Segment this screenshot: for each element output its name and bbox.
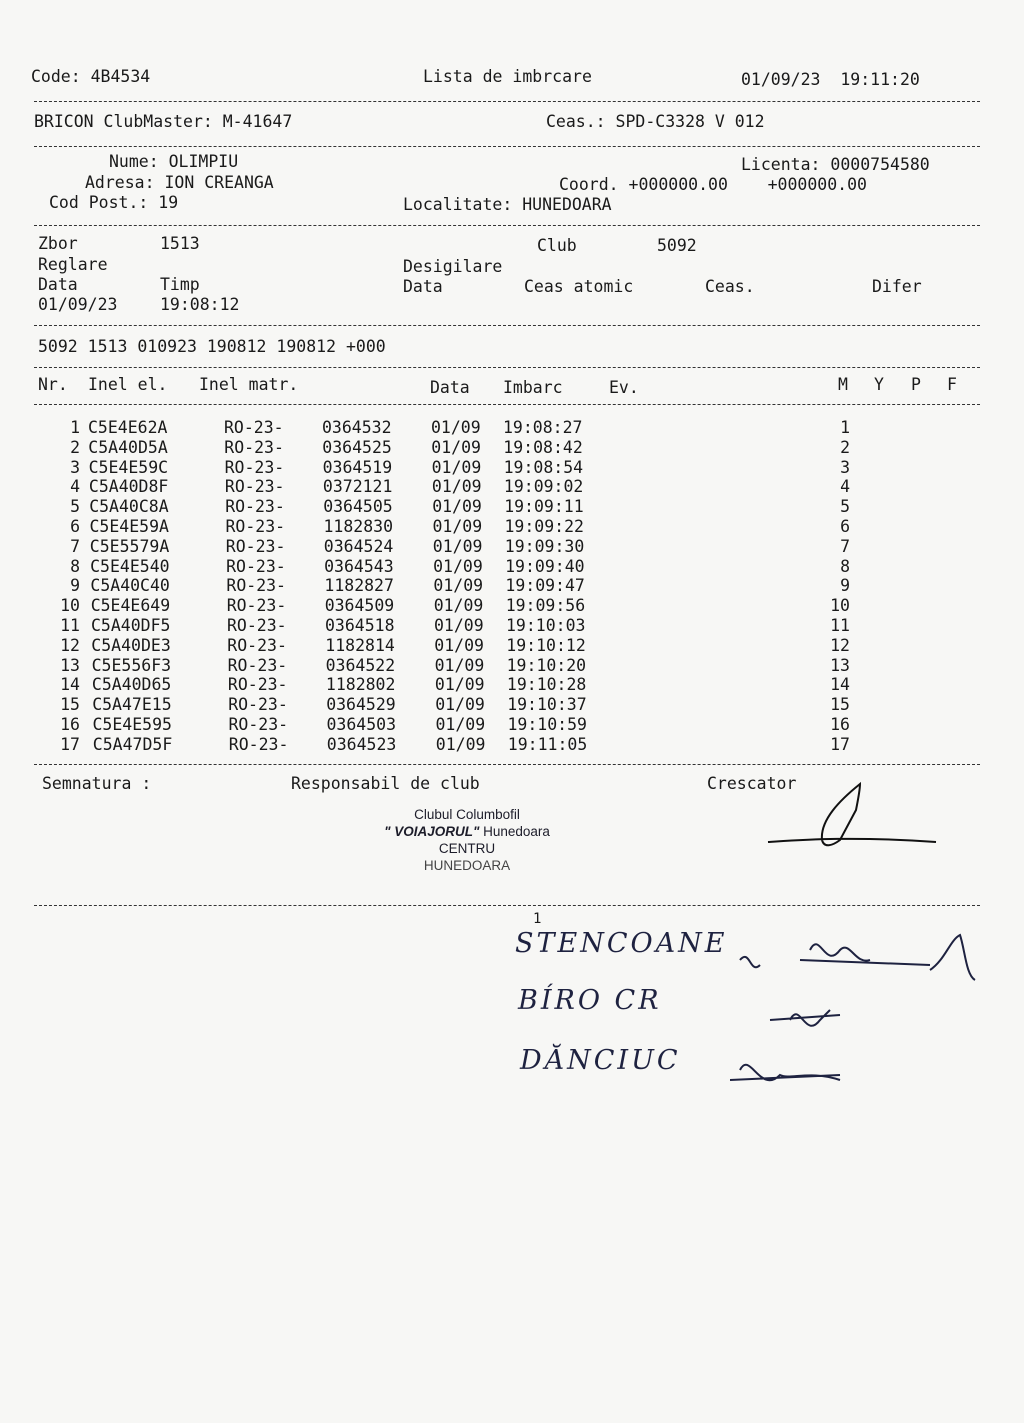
cell-ring-number: 0364523: [326, 734, 397, 754]
cell-ring-prefix: RO-23-: [226, 576, 286, 596]
fancier-locality: Localitate: HUNEDOARA: [403, 195, 612, 214]
cell-date: 01/09: [435, 695, 485, 715]
club-stamp: [352, 806, 582, 874]
divider: [34, 325, 980, 326]
cell-date: 01/09: [431, 477, 482, 497]
table-row: [0, 576, 900, 596]
cell-time: 19:08:54: [503, 457, 584, 477]
cell-inel-el: C5A40D8F: [88, 477, 169, 497]
cell-time: 19:10:20: [506, 655, 587, 675]
cell-ring-prefix: RO-23-: [226, 556, 286, 576]
cell-date: 01/09: [433, 596, 484, 616]
reglare-date: 01/09/23: [38, 295, 118, 314]
cell-ring-number: 0364532: [322, 418, 392, 437]
timp-label: Timp: [160, 275, 200, 294]
cell-nr: 10: [60, 596, 80, 616]
handwritten-name: DĂNCIUC: [520, 1045, 681, 1076]
cell-ring-number: 1182830: [323, 517, 394, 536]
cell-nr: 14: [60, 675, 80, 695]
divider: [34, 225, 980, 226]
cell-time: 19:08:42: [503, 437, 583, 457]
cell-nr: 16: [60, 715, 80, 734]
table-row: [0, 636, 900, 656]
cell-nr: 7: [70, 536, 80, 556]
stamp-line: CENTRU: [438, 841, 496, 856]
cell-date: 01/09: [435, 715, 486, 734]
cell-inel-el: C5E4E62A: [88, 418, 168, 437]
cell-nr: 12: [60, 635, 80, 655]
table-row: [0, 735, 900, 755]
stamp-line: HUNEDOARA: [423, 858, 511, 873]
cell-time: 19:10:28: [506, 675, 587, 695]
cell-ring-number: 0364543: [324, 556, 394, 576]
flight-label: Zbor: [38, 234, 78, 253]
divider: [34, 905, 980, 906]
reglare-label: Reglare: [38, 255, 108, 274]
cell-inel-el: C5A40D65: [91, 675, 172, 695]
cell-ring-number: 0364503: [326, 715, 397, 734]
cell-ring-number: 0364524: [323, 536, 394, 556]
fancier-address: Adresa: ION CREANGA: [85, 173, 274, 192]
cell-time: 19:09:47: [505, 576, 585, 596]
cell-m: 17: [830, 734, 850, 754]
cell-date: 01/09: [434, 655, 485, 675]
cell-date: 01/09: [433, 556, 483, 576]
cell-ring-prefix: RO-23-: [227, 655, 288, 675]
table-row: [0, 438, 900, 458]
cell-time: 19:09:22: [504, 517, 584, 536]
cell-inel-el: C5A47D5F: [92, 734, 173, 754]
cell-m: 13: [830, 655, 850, 675]
cell-ring-prefix: RO-23-: [228, 715, 289, 734]
cell-time: 19:11:05: [507, 734, 588, 754]
stamp-line: Clubul Columbofil: [414, 807, 520, 822]
cell-time: 19:09:02: [503, 477, 584, 497]
col-ev: Ev.: [609, 378, 639, 397]
divider: [34, 101, 980, 102]
club-responsible-label: Responsabil de club: [291, 774, 480, 793]
cell-m: 1: [840, 418, 850, 437]
cell-inel-el: C5A40DF5: [91, 616, 171, 635]
cell-inel-el: C5E4E59C: [88, 457, 169, 477]
cell-ring-number: 0364525: [322, 437, 392, 457]
divider: [34, 404, 980, 405]
breeder-signature: [760, 770, 940, 860]
cell-nr: 13: [60, 655, 80, 675]
table-row: [0, 557, 900, 577]
cell-nr: 15: [60, 695, 80, 715]
page-number: 1: [533, 911, 542, 927]
cell-m: 8: [840, 556, 850, 576]
cell-nr: 17: [60, 734, 80, 754]
cell-date: 01/09: [434, 635, 484, 655]
table-row: [0, 537, 900, 557]
cell-ring-prefix: RO-23-: [227, 635, 287, 655]
cell-m: 14: [830, 675, 850, 695]
table-row: [0, 656, 900, 676]
cell-inel-el: C5E4E649: [90, 596, 171, 616]
club-number: 5092: [657, 236, 697, 255]
handwritten-name: BÍRO CR: [518, 985, 662, 1016]
table-row: [0, 477, 900, 497]
cell-ring-number: 1182814: [325, 635, 395, 655]
cell-nr: 2: [70, 437, 80, 457]
clock-label: Ceas.: [705, 277, 755, 296]
handwritten-signatures: [730, 920, 990, 1100]
cell-date: 01/09: [432, 517, 483, 536]
cell-date: 01/09: [431, 457, 482, 477]
cell-ring-prefix: RO-23-: [224, 457, 285, 477]
cell-nr: 4: [70, 477, 80, 497]
cell-ring-prefix: RO-23-: [228, 695, 288, 715]
col-inel-el: Inel el.: [88, 375, 168, 394]
cell-ring-prefix: RO-23-: [226, 596, 287, 616]
cell-m: 12: [830, 635, 850, 655]
cell-inel-el: C5A40C8A: [89, 497, 169, 517]
cell-m: 4: [840, 477, 850, 497]
cell-nr: 11: [60, 616, 80, 635]
cell-ring-prefix: RO-23-: [224, 477, 285, 497]
cell-nr: 6: [70, 517, 80, 536]
fancier-license: Licenta: 0000754580: [741, 155, 930, 174]
cell-date: 01/09: [432, 536, 483, 556]
fancier-postal-code: Cod Post.: 19: [49, 193, 179, 212]
cell-ring-number: 0364522: [325, 655, 396, 675]
data-label: Data: [38, 275, 78, 294]
col-imbarc: Imbarc: [503, 378, 563, 397]
divider: [34, 367, 980, 368]
cell-inel-el: C5E556F3: [91, 655, 172, 675]
cell-time: 19:10:37: [507, 695, 587, 715]
document-code: Code: 4B4534: [31, 67, 151, 86]
cell-inel-el: C5A40C40: [90, 576, 170, 596]
table-row: [0, 695, 900, 715]
col-data: Data: [430, 378, 470, 397]
atomic-clock-label: Ceas atomic: [524, 277, 634, 296]
cell-ring-prefix: RO-23-: [227, 616, 287, 635]
cell-time: 19:09:40: [505, 556, 585, 576]
cell-inel-el: C5E4E595: [92, 715, 172, 734]
cell-date: 01/09: [435, 734, 486, 754]
cell-time: 19:10:03: [506, 616, 586, 635]
difference-label: Difer: [872, 277, 922, 296]
handwritten-name: STENCOANE: [515, 928, 728, 959]
document-title: Lista de imbrcare: [423, 67, 592, 86]
document-datetime: 01/09/23 19:11:20: [741, 70, 920, 89]
signature-label: Semnatura :: [42, 774, 152, 793]
flight-number: 1513: [160, 234, 200, 253]
cell-m: 15: [830, 695, 850, 715]
table-row: [0, 715, 900, 735]
cell-ring-number: 0364529: [326, 695, 396, 715]
cell-nr: 3: [70, 457, 80, 477]
cell-date: 01/09: [434, 616, 484, 635]
cell-ring-number: 0364519: [322, 457, 393, 477]
cell-inel-el: C5E4E59A: [89, 517, 169, 536]
cell-date: 01/09: [431, 437, 481, 457]
table-row: [0, 458, 900, 478]
table-row: [0, 616, 900, 636]
cell-inel-el: C5A40DE3: [91, 635, 171, 655]
col-inel-matr: Inel matr.: [199, 375, 299, 394]
cell-time: 19:09:11: [504, 497, 584, 517]
cell-nr: 8: [70, 556, 80, 576]
cell-time: 19:08:27: [503, 418, 583, 437]
fancier-name: Nume: OLIMPIU: [109, 152, 239, 171]
cell-inel-el: C5A40D5A: [88, 437, 168, 457]
stamp-city: Hunedoara: [479, 824, 550, 839]
cell-nr: 1: [70, 418, 80, 437]
cell-ring-number: 1182827: [324, 576, 394, 596]
divider: [34, 146, 980, 147]
col-p: P: [911, 375, 921, 394]
col-f: F: [947, 375, 957, 394]
table-row: [0, 497, 900, 517]
cell-ring-number: 0372121: [322, 477, 393, 497]
col-nr: Nr.: [38, 375, 68, 394]
col-m: M: [838, 375, 848, 394]
clubmaster-id: BRICON ClubMaster: M-41647: [34, 112, 293, 131]
breeder-label: Crescator: [707, 774, 797, 793]
cell-inel-el: C5E5579A: [89, 536, 170, 556]
cell-m: 2: [840, 437, 850, 457]
cell-ring-prefix: RO-23-: [224, 437, 284, 457]
cell-m: 7: [840, 536, 850, 556]
cell-ring-prefix: RO-23-: [228, 734, 289, 754]
cell-ring-prefix: RO-23-: [225, 536, 286, 556]
cell-time: 19:09:56: [505, 596, 586, 616]
cell-m: 10: [830, 596, 850, 616]
cell-m: 9: [840, 576, 850, 596]
table-row: [0, 517, 900, 537]
cell-ring-number: 1182802: [325, 675, 396, 695]
cell-time: 19:09:30: [504, 536, 585, 556]
table-row: [0, 418, 900, 438]
cell-inel-el: C5E4E540: [90, 556, 170, 576]
cell-m: 16: [830, 715, 850, 734]
stamp-club-name: " VOIAJORUL": [384, 824, 480, 839]
cell-ring-number: 0364505: [323, 497, 393, 517]
cell-date: 01/09: [433, 576, 484, 596]
table-row: [0, 675, 900, 695]
cell-m: 5: [840, 497, 850, 517]
cell-inel-el: C5A47E15: [92, 695, 172, 715]
cell-time: 19:10:12: [506, 635, 586, 655]
desigilare-data-label: Data: [403, 277, 443, 296]
cell-ring-prefix: RO-23-: [225, 517, 286, 536]
cell-date: 01/09: [431, 418, 481, 437]
divider: [34, 764, 980, 765]
cell-ring-number: 0364509: [324, 596, 395, 616]
cell-m: 6: [840, 517, 850, 536]
cell-date: 01/09: [432, 497, 482, 517]
cell-nr: 5: [70, 497, 80, 517]
desigilare-label: Desigilare: [403, 257, 503, 276]
cell-ring-prefix: RO-23-: [225, 497, 285, 517]
cell-m: 11: [830, 616, 850, 635]
cell-ring-prefix: RO-23-: [224, 418, 284, 437]
club-label: Club: [537, 236, 577, 255]
cell-ring-prefix: RO-23-: [227, 675, 288, 695]
cell-date: 01/09: [434, 675, 485, 695]
cell-ring-number: 0364518: [325, 616, 395, 635]
summary-line: 5092 1513 010923 190812 190812 +000: [38, 337, 386, 356]
clock-id: Ceas.: SPD-C3328 V 012: [546, 112, 765, 131]
table-row: [0, 596, 900, 616]
cell-m: 3: [840, 457, 850, 477]
fancier-coordinates: Coord. +000000.00 +000000.00: [559, 175, 867, 194]
cell-time: 19:10:59: [507, 715, 587, 734]
reglare-time: 19:08:12: [160, 295, 240, 314]
col-y: Y: [874, 375, 884, 394]
cell-nr: 9: [70, 576, 80, 596]
